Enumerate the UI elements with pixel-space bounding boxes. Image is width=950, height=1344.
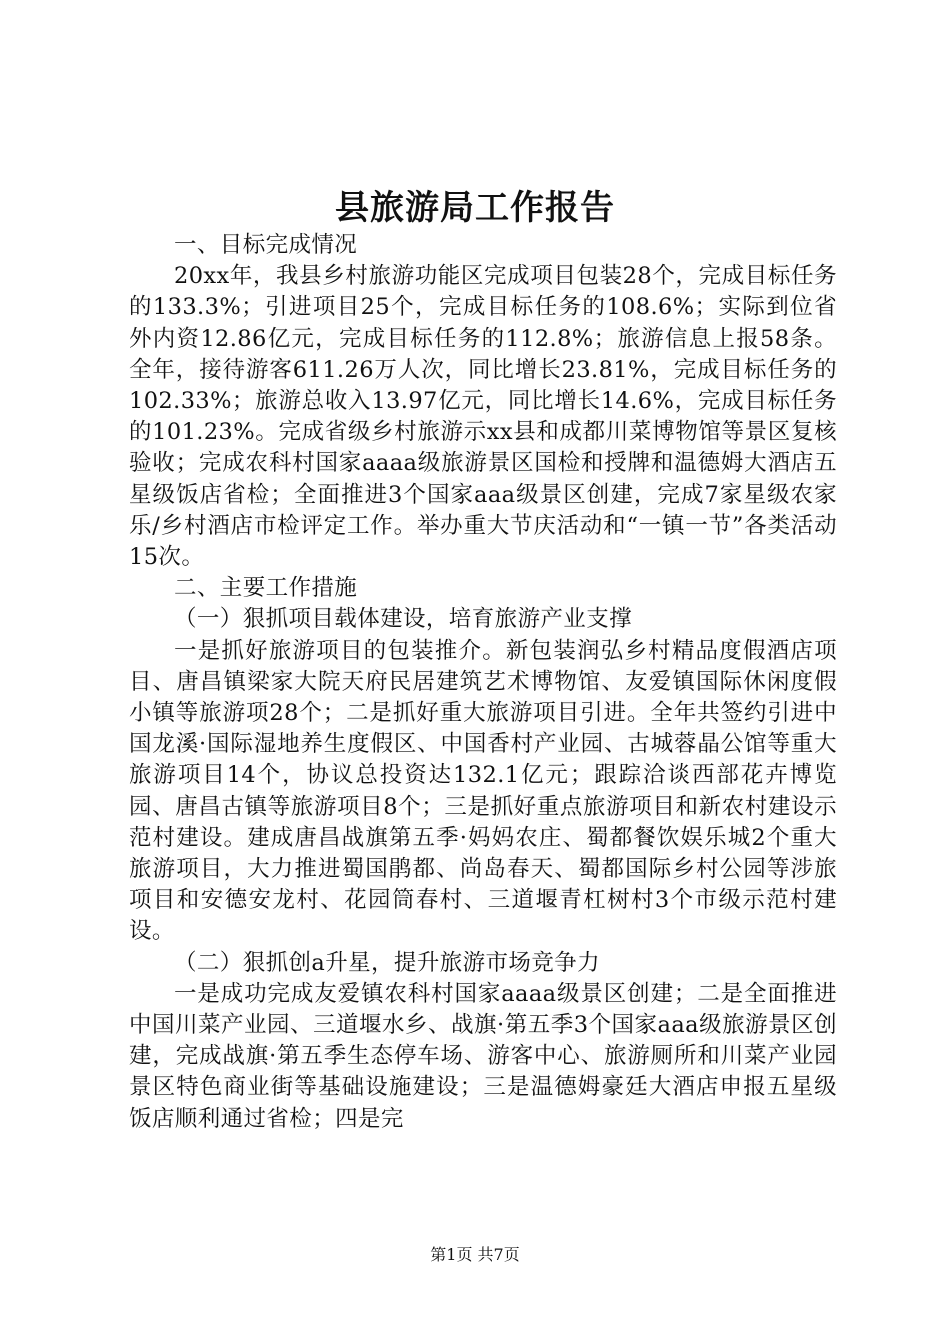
subheading-projects: （一）狠抓项目载体建设，培育旅游产业支撑 xyxy=(174,606,633,633)
paragraph-projects: 一是抓好旅游项目的包装推介。新包装润弘乡村精品度假酒店项目、唐昌镇梁家大院天府民居建筑艺术博物馆、友爱镇国际休闲度假小镇等旅游项28个；二是抓好重大旅游项目引进。全年共签约引进中国龙溪·国际湿地养生度假区、中国香村产业园、古城蓉晶公馆等重大旅游项目14个，协议总投资达132.1亿元；跟踪洽谈西部花卉博览园、唐昌古镇等旅游项目8个；三是抓好重点旅游项目和新农村建设示范村建设。建成唐昌战旗第五季·妈妈农庄、蜀都餐饮娱乐城2个重大旅游项目，大力推进蜀国鹃都、尚岛春天、蜀都国际乡村公园等涉旅项目和安德安龙村、花园筒春村、三道堰青杠树村3个市级示范村建设。 xyxy=(129,637,837,945)
subheading-a-level: （二）狠抓创a升星，提升旅游市场竞争力 xyxy=(174,949,601,976)
paragraph-targets-summary: 20xx年，我县乡村旅游功能区完成项目包装28个，完成目标任务的133.3%；引进项目25个，完成目标任务的108.6%；实际到位省外内资12.86亿元，完成目标任务的112.8%；旅游信息上报58条。全年，接待游客611.26万人次，同比增长23.81%，完成目标任务的102.33%；旅游总收入13.97亿元，同比增长14.6%，完成目标任务的101.23%。完成省级乡村旅游示xx县和成都川菜博物馆等景区复核验收；完成农科村国家aaaa级旅游景区国检和授牌和温德姆大酒店五星级饭店省检；全面推进3个国家aaa级景区创建，完成7家星级农家乐/乡村酒店市检评定工作。举办重大节庆活动和“一镇一节”各类活动15次。 xyxy=(129,263,837,571)
section-heading-measures: 二、主要工作措施 xyxy=(174,575,358,602)
page-title: 县旅游局工作报告 xyxy=(335,188,615,228)
section-heading-targets: 一、目标完成情况 xyxy=(174,232,358,258)
paragraph-a-level: 一是成功完成友爱镇农科村国家aaaa级景区创建；二是全面推进中国川菜产业园、三道堰水乡、战旗·第五季3个国家aaa级旅游景区创建，完成战旗·第五季生态停车场、游客中心、旅游厕所和川菜产业园景区特色商业街等基础设施建设；三是温德姆豪廷大酒店申报五星级饭店顺利通过省检；四是完 xyxy=(129,980,837,1132)
document-body xyxy=(129,230,837,1135)
page-number-footer: 第1页 共7页 xyxy=(430,1245,520,1264)
